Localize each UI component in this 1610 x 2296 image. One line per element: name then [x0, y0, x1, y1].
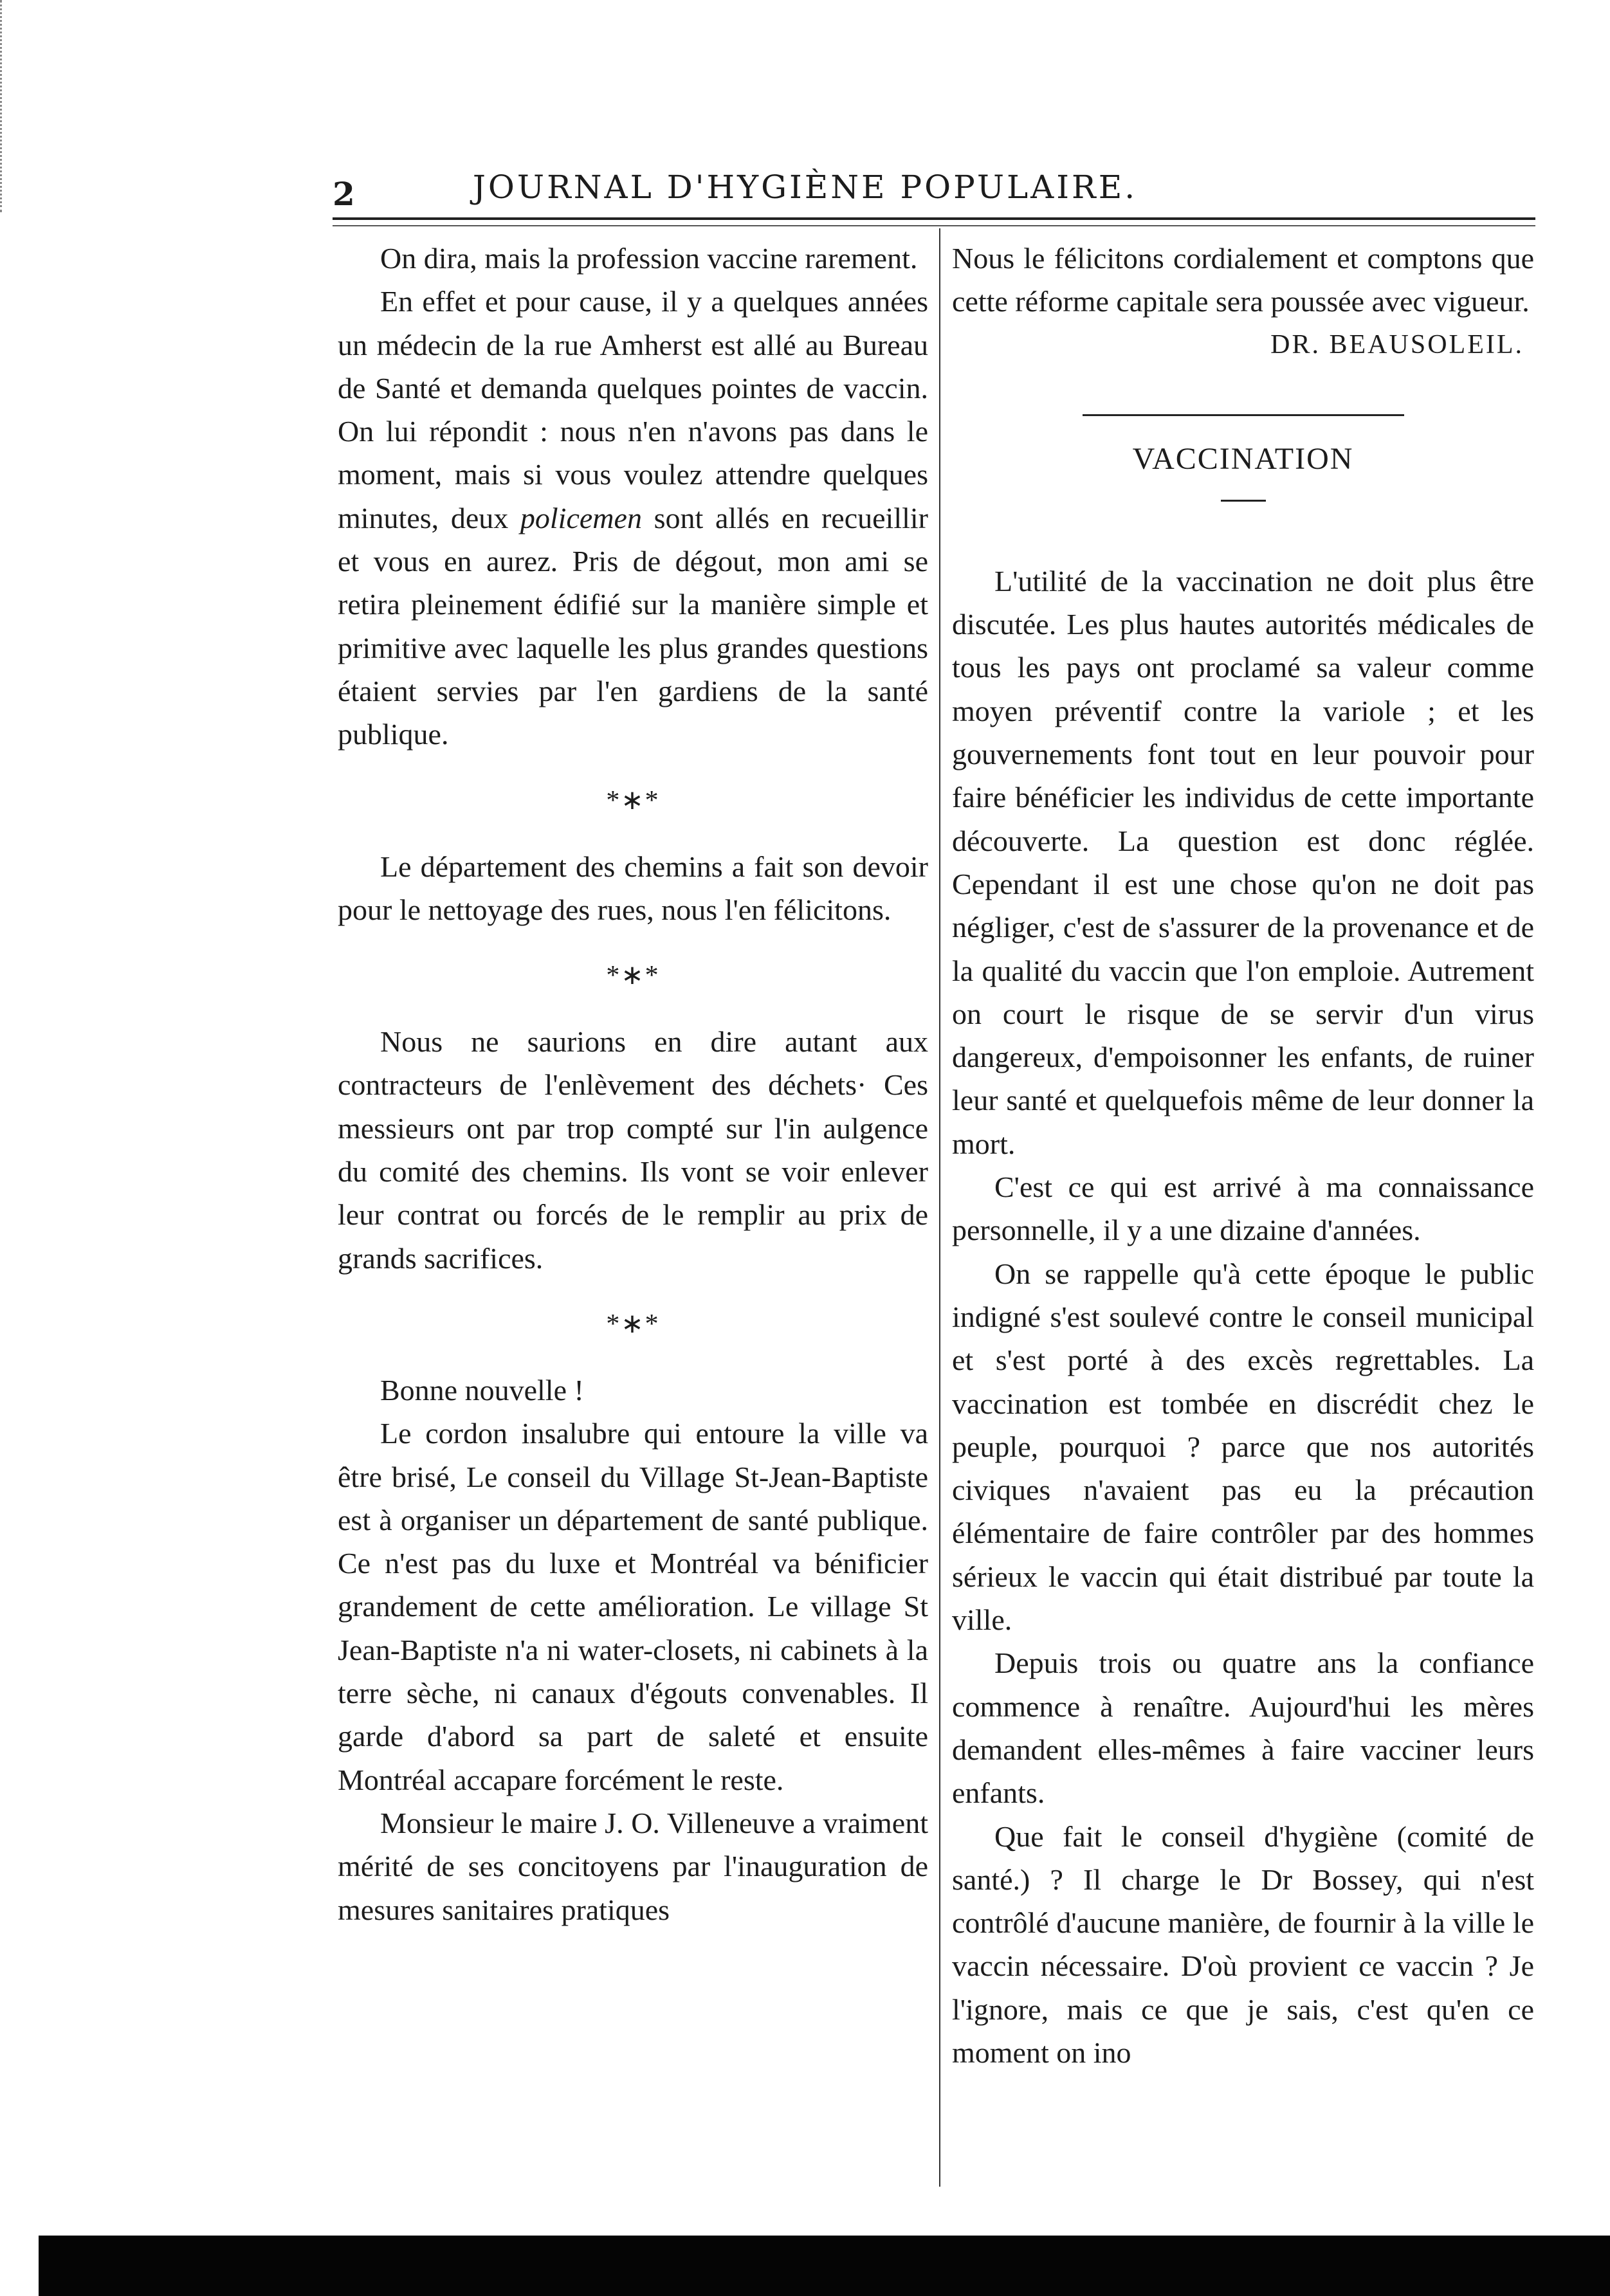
- right-column: [952, 237, 1534, 2074]
- paragraph: [338, 280, 928, 756]
- italic-word: policemen: [520, 501, 642, 534]
- page-number: 2: [333, 175, 355, 213]
- running-title: JOURNAL D'HYGIÈNE POPULAIRE.: [472, 169, 1138, 206]
- asterism-ornament: *∗*: [606, 961, 660, 991]
- title-dash: [1221, 500, 1266, 502]
- asterism-ornament: *∗*: [606, 1309, 660, 1339]
- paragraph: On dira, mais la profession vaccine rarement.: [380, 242, 918, 275]
- paragraph-text: sont allés en recueillir et vous en aurez. Pris de dégout, mon ami se retira pleinement édifié sur la manière simple et primitive avec laquelle les plus grandes questions étaient servies par l'en gardiens de la santé publique.: [338, 501, 928, 751]
- scan-bottom-edge: [39, 2236, 1610, 2296]
- paragraph: Monsieur le maire J. O. Villeneuve a vraiment mérité de ses concitoyens par l'inauguration de mesures sanitaires pratiques: [338, 1806, 928, 1926]
- paragraph: Bonne nouvelle !: [380, 1373, 584, 1407]
- paragraph: C'est ce qui est arrivé à ma connaissance personnelle, il y a une dizaine d'années.: [952, 1171, 1534, 1247]
- left-column: [338, 237, 928, 1931]
- author-signature: DR. BEAUSOLEIL.: [1270, 329, 1524, 360]
- paragraph: Depuis trois ou quatre ans la confiance commence à renaître. Aujourd'hui les mères demandent elles-mêmes à faire vacciner leurs enfants.: [952, 1646, 1534, 1810]
- asterism-ornament: *∗*: [606, 785, 660, 815]
- column-divider: [939, 228, 940, 2187]
- paragraph: Nous ne saurions en dire autant aux contracteurs de l'enlèvement des déchets· Ces messieurs ont par trop compté sur l'in aulgence du comité des chemins. Ils vont se voir enlever leur contrat ou forcés de le remplir au prix de grands sacrifices.: [338, 1025, 928, 1275]
- paragraph: L'utilité de la vaccination ne doit plus être discutée. Les plus hautes autorités médicales de tous les pays ont proclamé sa valeur comme moyen préventif contre la variole ; et les gouvernements font tout en leur pouvoir pour faire bénéficier les individus de cette importante découverte. La question est donc réglée. Cependant il est une chose qu'on ne doit pas négliger, c'est de s'assurer de la provenance et de la qualité du vaccin que l'on emploie. Autrement on court le risque de se servir d'un virus dangereux, d'empoisonner les enfants, de ruiner leur santé et quelquefois même de leur donner la mort.: [952, 564, 1534, 1160]
- header-rule-thin: [333, 225, 1535, 226]
- paragraph: On se rappelle qu'à cette époque le public indigné s'est soulevé contre le conseil municipal et s'est porté à des excès regrettables. La vaccination est tombée en discrédit chez le peuple, pourquoi ? parce que nos autorités civiques n'avaient pas eu la précaution élémentaire de faire contrôler par des hommes sérieux le vaccin qui était distribué par toute la ville.: [952, 1257, 1534, 1637]
- section-title: VACCINATION: [1132, 441, 1354, 476]
- paragraph: Le département des chemins a fait son devoir pour le nettoyage des rues, nous l'en félicitons.: [338, 850, 928, 926]
- paragraph: Le cordon insalubre qui entoure la ville va être brisé, Le conseil du Village St-Jean-Baptiste est à organiser un département de santé publique. Ce n'est pas du luxe et Montréal va bénificier grandement de cette amélioration. Le village St Jean-Baptiste n'a ni water-closets, ni cabinets à la terre sèche, ni canaux d'égouts convenables. Il garde d'abord sa part de saleté et ensuite Montréal accapare forcément le reste.: [338, 1417, 928, 1796]
- section-rule: [1083, 414, 1404, 416]
- header-rule: [333, 217, 1535, 220]
- paragraph-text: En effet et pour cause, il y a quelques années un médecin de la rue Amherst est allé au Bureau de Santé et demanda quelques pointes de vaccin. On lui répondit : nous n'en n'avons pas dans le moment, mais si vous voulez attendre quelques minutes, deux: [338, 285, 928, 534]
- paragraph: Nous le félicitons cordialement et comptons que cette réforme capitale sera poussée avec vigueur.: [952, 242, 1534, 318]
- paragraph: Que fait le conseil d'hygiène (comité de santé.) ? Il charge le Dr Bossey, qui n'est contrôlé d'aucune manière, de fournir à la ville le vaccin nécessaire. D'où provient ce vaccin ? Je l'ignore, mais ce que je sais, c'est qu'en ce moment on ino: [952, 1819, 1534, 2069]
